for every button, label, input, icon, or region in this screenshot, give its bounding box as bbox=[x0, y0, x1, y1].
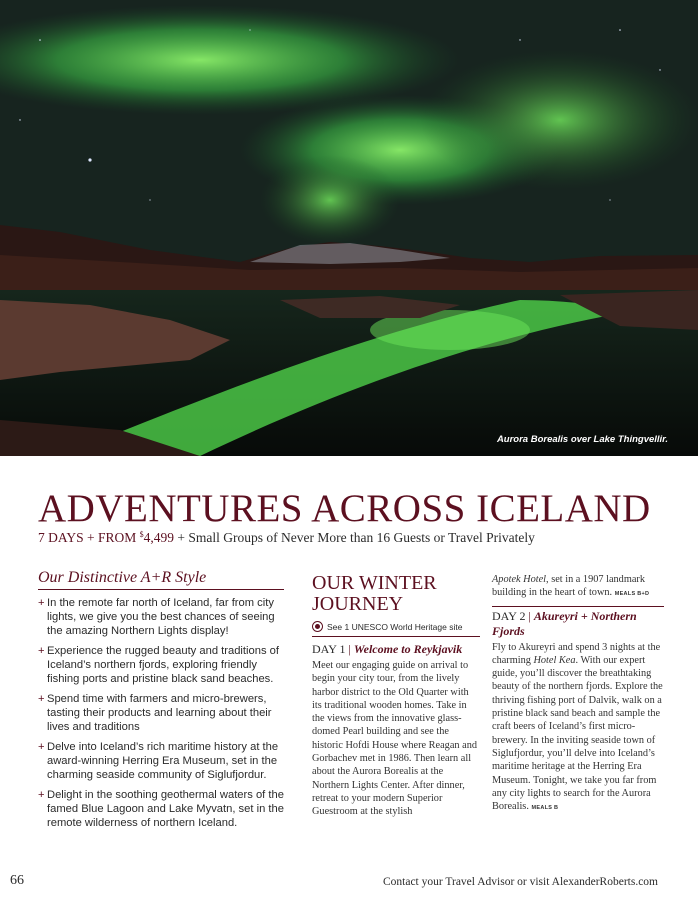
bullet-text: Delve into Iceland’s rich maritime history at the award-winning Herring Era Museum, set in the charming seaside community of Siglufjordur. bbox=[47, 741, 279, 781]
day1-text: Meet our engaging guide on arrival to begin your city tour, from the lively harbor district to the Old Quarter with its traditional wooden homes. Take in the views from the innovative glass-domed Pearl building and see the historic Hofdi House where Reagan and Gorbachev met in 1986. Then learn all about the Aurora Borealis at the Northern Lights Center. After dinner, retreat to your modern Superior Guestroom at the stylish bbox=[312, 660, 477, 818]
bullet-text: Delight in the soothing geothermal waters of the famed Blue Lagoon and Lake Myvatn, set in the remote wilderness of northern Iceland. bbox=[47, 789, 284, 829]
day2-title: Akureyri + Northern Fjords bbox=[492, 608, 637, 638]
style-section bbox=[38, 569, 284, 836]
day1-title: Welcome to Reykjavik bbox=[353, 642, 463, 656]
style-heading: Our Distinctive A+R Style bbox=[38, 569, 284, 590]
plus-bullet: + bbox=[38, 597, 45, 609]
style-bullet-list bbox=[38, 596, 284, 830]
day2-hotel: Hotel Kea bbox=[533, 654, 576, 666]
trip-subtitle bbox=[38, 530, 535, 546]
day1-hotel: Apotek Hotel bbox=[492, 574, 547, 585]
day1-separator: | bbox=[345, 642, 354, 656]
day1-continued-text: , set in a 1907 landmark building in the heart of town. bbox=[492, 574, 645, 599]
day2-meals: MEALS B bbox=[531, 805, 559, 812]
journey-continued bbox=[492, 573, 664, 815]
page-number: 66 bbox=[10, 873, 24, 888]
day2-number: DAY 2 bbox=[492, 608, 526, 623]
list-item bbox=[38, 596, 284, 638]
plus-bullet: + bbox=[38, 741, 45, 753]
list-item bbox=[38, 740, 284, 782]
bullet-text: In the remote far north of Iceland, far from city lights, we give you the best chances of seeing the amazing Northern Lights display! bbox=[47, 597, 275, 637]
day1-continued bbox=[492, 573, 664, 602]
day1-meals: MEALS B+D bbox=[614, 591, 650, 598]
day2-text bbox=[492, 641, 664, 816]
plus-bullet: + bbox=[38, 693, 45, 705]
price-symbol: $ bbox=[139, 530, 144, 539]
unesco-note bbox=[312, 621, 480, 637]
trip-group-info: + Small Groups of Never More than 16 Guests or Travel Privately bbox=[174, 530, 535, 545]
footer-contact: Contact your Travel Advisor or visit AlexanderRoberts.com bbox=[382, 876, 658, 888]
journey-section bbox=[312, 573, 480, 819]
journey-heading: OUR WINTER JOURNEY bbox=[312, 572, 437, 615]
day2-separator: | bbox=[525, 608, 534, 623]
list-item bbox=[38, 788, 284, 830]
day2-heading bbox=[492, 606, 664, 639]
bullet-text: Experience the rugged beauty and traditions of Iceland’s northern fjords, exploring friendly fishing ports and pristine black sand beaches. bbox=[47, 645, 279, 685]
unesco-text: See 1 UNESCO World Heritage site bbox=[327, 621, 463, 632]
list-item bbox=[38, 644, 284, 686]
trip-price: 4,499 bbox=[143, 530, 175, 545]
list-item bbox=[38, 692, 284, 734]
plus-bullet: + bbox=[38, 789, 45, 801]
plus-bullet: + bbox=[38, 645, 45, 657]
day2-text-after: . With our expert guide, you’ll discover the breathtaking beauty of the northern fjords. Explore the thriving fishing port of Dalvik, walk on a pristine black sand beach and sample the craft beers of Iceland’s first micro-brewery. In the inviting seaside town of Siglufjordur, you’ll delve into Iceland’s maritime heritage at the Herring Era Museum. Tonight, we take you far from any city lights to search for the Aurora Borealis. bbox=[492, 654, 663, 813]
day1-heading bbox=[312, 642, 480, 657]
day2-text-before: Fly to Akureyri and spend 3 nights at the charming bbox=[492, 641, 661, 666]
unesco-icon bbox=[312, 621, 323, 632]
page-title: ADVENTURES ACROSS ICELAND bbox=[38, 487, 651, 530]
bullet-text: Spend time with farmers and micro-brewers, tasting their products and learning about their lives and traditions bbox=[47, 693, 272, 733]
day1-number: DAY 1 bbox=[312, 642, 346, 656]
trip-days: 7 DAYS + FROM bbox=[38, 530, 140, 545]
photo-caption: Aurora Borealis over Lake Thingvellir. bbox=[496, 434, 668, 445]
